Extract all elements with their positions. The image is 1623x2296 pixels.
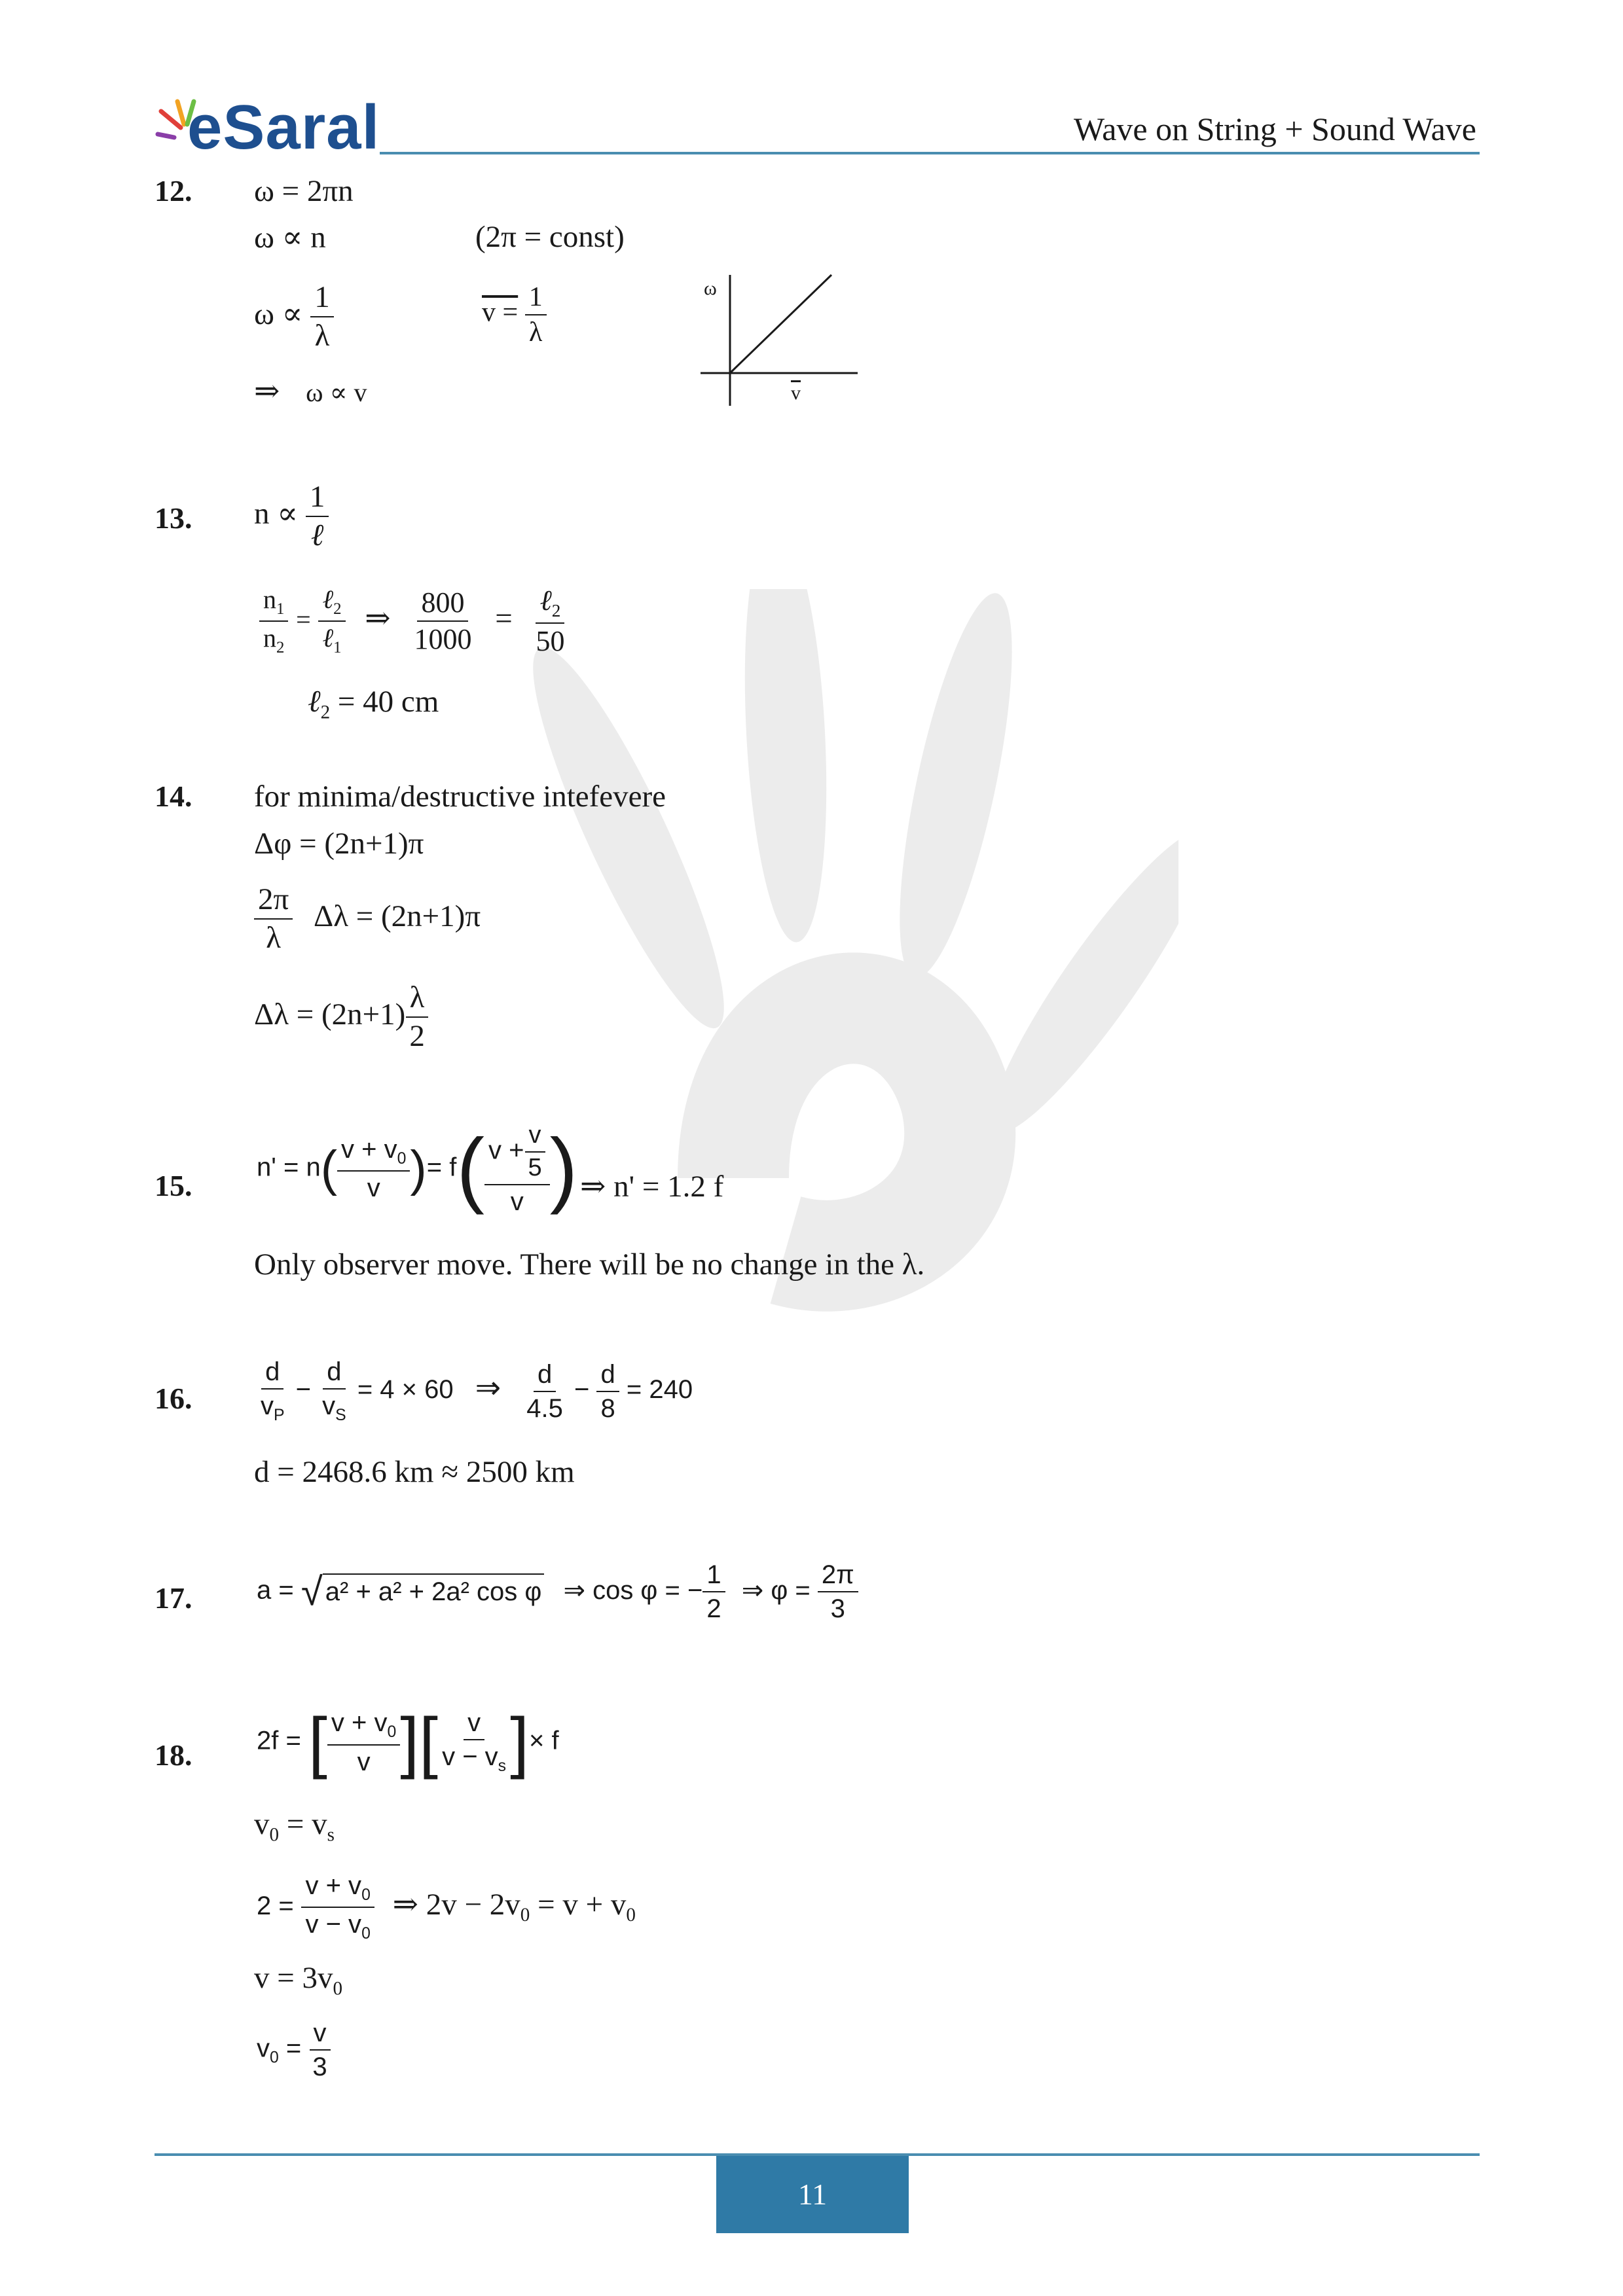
fraction: $\frac{2\pi}{3}$ xyxy=(818,1561,858,1623)
fraction: $\frac{2\pi}{\lambda}$ xyxy=(254,884,293,955)
fraction: $\frac{d}{4.5}$ xyxy=(526,1359,563,1423)
equation: $\frac{d}{v_P}$ − $\frac{d}{v_S}$ = 4 × 60 ⇒ $\frac{d}{4.5}$ − $\frac{d}{8}$ = 240 xyxy=(257,1358,693,1424)
fraction: $\frac{1}{\lambda}$ xyxy=(525,283,547,347)
equation-text: 2f = xyxy=(257,1726,301,1755)
equation: ω ∝ n xyxy=(254,221,326,255)
fraction: $\frac{\ell_2}{50}$ xyxy=(536,584,565,658)
fraction: $\frac{1}{2}$ xyxy=(702,1561,725,1623)
text-line: for minima/destructive intefevere xyxy=(254,780,666,814)
page-number-box xyxy=(716,2156,909,2233)
fraction: $\frac{\ell_2}{\ell_1}$ xyxy=(318,586,345,656)
fraction: $\frac{d}{v_P}$ xyxy=(261,1357,285,1424)
logo-text: eSaral xyxy=(187,92,380,162)
equation-note: (2π = const) xyxy=(475,220,625,254)
fraction: v + $\frac{v}{5}$ v xyxy=(484,1122,550,1215)
text-line: Only observer move. There will be no change in the λ. xyxy=(254,1247,925,1282)
equation xyxy=(254,281,334,353)
equation: n' = n( $\frac{v + v_0}{v}$ )= f( v + $\frac{v}{5}$ v ) xyxy=(257,1121,578,1216)
equation xyxy=(482,283,547,347)
fraction: $\frac{800}{1000}$ xyxy=(414,586,472,656)
equation: 2 = $\frac{v + v_0}{v - v_0}$ ⇒ $2v - 2v_0 = v + v_0$ xyxy=(257,1871,636,1943)
equation-text: = v + v xyxy=(538,1887,627,1922)
fraction: $\frac{v}{3}$ xyxy=(308,2019,331,2081)
equation-text: = f xyxy=(426,1153,457,1182)
fraction: $\frac{d}{v_S}$ xyxy=(322,1357,346,1424)
equation-text: 2 = xyxy=(257,1891,294,1920)
equation-text: Δλ = (2n+1)π xyxy=(313,899,481,934)
question-number: 16. xyxy=(155,1382,192,1415)
graph-omega-vs-vbar xyxy=(694,268,864,419)
equation-text: v = xyxy=(482,297,519,328)
equation: $v_0 = v_s$ xyxy=(254,1807,335,1846)
equation-text: ⇒ φ = xyxy=(741,1575,811,1605)
equation: $\frac{n_1}{n_2}$ = $\frac{\ell_2}{\ell_1}$ ⇒ $\frac{800}{1000}$ = $\frac{\ell_2}{50}$ xyxy=(259,586,568,657)
equation-result: ℓ$_2$ = 40 cm xyxy=(308,685,439,723)
fraction: $\frac{v}{v - v_s}$ xyxy=(442,1708,507,1776)
equation-text: ω ∝ v xyxy=(306,378,367,407)
equation xyxy=(254,884,481,955)
question-number: 18. xyxy=(155,1738,192,1772)
equation: 2f = [ $\frac{v + v_0}{v}$ ][ $\frac{v}{v - v_s}$ ]× f xyxy=(257,1704,559,1780)
header-rule xyxy=(380,152,1480,154)
fraction: $\frac{\lambda}{2}$ xyxy=(405,982,429,1053)
equation: $v = 3v_0$ xyxy=(254,1961,343,2000)
equation xyxy=(254,373,367,409)
question-number: 15. xyxy=(155,1169,192,1202)
equation-text: Δλ = (2n+1) xyxy=(254,997,406,1032)
header-title: Wave on String + Sound Wave xyxy=(1074,111,1476,147)
graph-y-label: ω xyxy=(704,278,717,299)
radicand: a² + a² + 2a² cos φ xyxy=(323,1573,545,1606)
equation-text: ⇒ 2v − 2v xyxy=(392,1887,520,1922)
equation: ω = 2πn xyxy=(254,174,354,208)
graph-x-label: v xyxy=(791,382,801,404)
equation: $v_0$ = $\frac{v}{3}$ xyxy=(257,2019,331,2081)
equation-result: ⇒ n' = 1.2 f xyxy=(580,1170,724,1204)
fraction: $\frac{v + v_0}{v - v_0}$ xyxy=(301,1872,374,1943)
equation-text: ω ∝ xyxy=(254,297,303,332)
fraction: $\frac{v + v_0}{v}$ xyxy=(337,1136,410,1202)
equation: Δφ = (2n+1)π xyxy=(254,827,424,861)
equation: a = √ a² + a² + 2a² cos φ ⇒ cos φ = − $\frac{1}{2}$ ⇒ φ = $\frac{2\pi}{3}$ xyxy=(257,1561,858,1623)
equation-text: n' = n xyxy=(257,1153,321,1182)
question-number: 13. xyxy=(155,501,192,535)
fraction: $\frac{v + v_0}{v}$ xyxy=(327,1709,400,1775)
implies-symbol: ⇒ xyxy=(254,374,280,408)
question-number: 12. xyxy=(155,174,192,207)
question-number: 14. xyxy=(155,780,192,813)
fraction: $\frac{n_1}{n_2}$ xyxy=(259,586,288,656)
equation xyxy=(254,982,429,1053)
page-number: 11 xyxy=(797,2178,828,2211)
equation xyxy=(254,481,329,552)
equation-text: a = xyxy=(257,1575,294,1605)
question-number: 17. xyxy=(155,1581,192,1615)
equation-result: d = 2468.6 km ≈ 2500 km xyxy=(254,1455,575,1489)
fraction: $\frac{d}{8}$ xyxy=(596,1361,619,1422)
equation-text: = 4 × 60 xyxy=(357,1375,454,1405)
fraction: $\frac{1}{\text{ℓ}}$ xyxy=(306,481,329,552)
fraction: $\frac{1}{\lambda}$ xyxy=(310,281,334,353)
equation-text: n ∝ xyxy=(254,497,299,531)
equation-text: ⇒ cos φ = − xyxy=(563,1575,703,1605)
equation-text: × f xyxy=(528,1726,559,1755)
equation-text: = 240 xyxy=(626,1375,693,1405)
